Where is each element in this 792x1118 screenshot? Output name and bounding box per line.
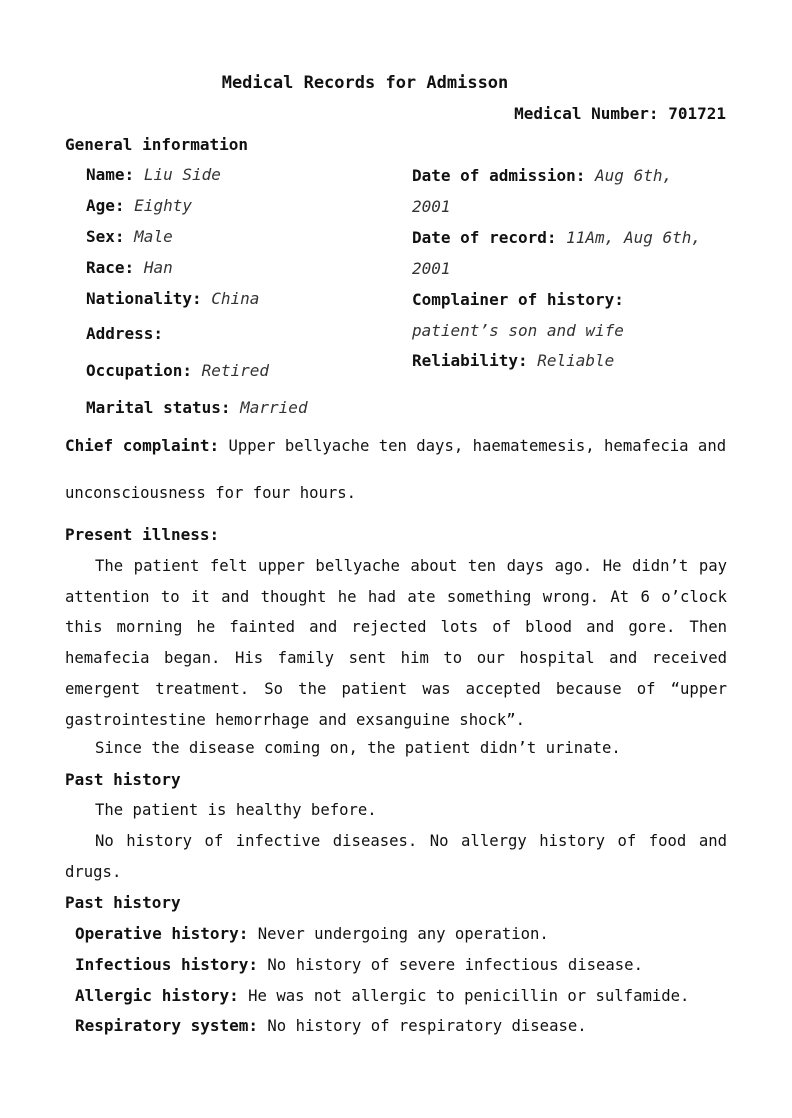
respiratory-system-history — [75, 1016, 587, 1035]
present-illness-urination: Since the disease coming on, the patient didn’t urinate. — [95, 739, 621, 757]
field-label: Age: — [86, 196, 125, 215]
operative-history — [75, 924, 549, 943]
present-illness-paragraph: The patient felt upper bellyache about ten days ago. He didn’t pay attention to it and thought he had ate something wrong. At 6 o’clock this morning he fainted and rejected lots of blood and gore. Then hemafecia began. His family sent him to our hospital and received emergent treatment. So the patient was accepted because of “upper gastrointestine hemorrhage and exsanguine shock”. — [65, 557, 727, 729]
complainer-of-history — [412, 284, 702, 346]
general-info-heading: General information — [65, 135, 249, 154]
field-label: Nationality: — [86, 289, 202, 308]
field-value: China — [211, 289, 260, 308]
history-text: No history of respiratory disease. — [267, 1017, 587, 1035]
field-label: Race: — [86, 258, 135, 277]
history-label: Infectious history: — [75, 955, 259, 974]
allergic-history — [75, 986, 689, 1005]
reliability — [412, 345, 702, 376]
field-value: Retired — [201, 361, 270, 380]
record-date — [412, 222, 702, 284]
past-history-heading: Past history — [65, 770, 181, 789]
medical-number — [514, 104, 726, 123]
record-date-label: Date of record: — [412, 228, 557, 247]
field-value: Male — [134, 227, 173, 246]
field-occupation — [86, 361, 269, 380]
field-label: Sex: — [86, 227, 125, 246]
field-age — [86, 196, 192, 215]
complainer-value: patient’s son and wife — [412, 321, 624, 340]
field-label: Address: — [86, 324, 164, 343]
medical-number-value: 701721 — [668, 104, 726, 123]
reliability-value: Reliable — [537, 351, 615, 370]
history-text: Never undergoing any operation. — [257, 925, 549, 943]
document-title: Medical Records for Admisson — [221, 73, 509, 93]
field-address — [86, 324, 163, 343]
field-marital-status — [86, 398, 308, 417]
medical-number-label: Medical Number: — [514, 104, 659, 123]
chief-complaint-text: Upper bellyache ten days, haematemesis, hemafecia and — [228, 437, 727, 455]
field-label: Marital status: — [86, 398, 231, 417]
admission-date — [412, 160, 702, 222]
present-illness-heading: Present illness: — [65, 525, 220, 544]
history-label: Operative history: — [75, 924, 249, 943]
field-value: Married — [240, 398, 308, 417]
record-date-value: 11Am, Aug 6th, 2001 — [412, 228, 701, 278]
history-text: He was not allergic to penicillin or sulfamide. — [248, 987, 690, 1005]
infectious-history — [75, 955, 643, 974]
complainer-label-text: Complainer of history: — [412, 290, 624, 309]
chief-complaint-label: Chief complaint: — [65, 436, 220, 455]
field-name — [86, 165, 221, 184]
history-label: Allergic history: — [75, 986, 239, 1005]
chief-complaint-continued: unconsciousness for four hours. — [65, 484, 357, 502]
past-history-heading-2: Past history — [65, 893, 181, 912]
history-label: Respiratory system: — [75, 1016, 259, 1035]
field-label: Occupation: — [86, 361, 192, 380]
admission-date-value: Aug 6th, 2001 — [412, 166, 673, 216]
past-history-healthy: The patient is healthy before. — [95, 801, 377, 819]
admission-date-label: Date of admission: — [412, 166, 586, 185]
complainer-label — [412, 284, 702, 315]
past-history-infective: No history of infective diseases. No allergy history of food and drugs. — [65, 832, 727, 881]
field-race — [86, 258, 173, 277]
field-sex — [86, 227, 173, 246]
field-value: Han — [143, 258, 173, 277]
history-text: No history of severe infectious disease. — [267, 956, 643, 974]
chief-complaint — [65, 436, 727, 455]
reliability-label: Reliability: — [412, 351, 528, 370]
field-label: Name: — [86, 165, 135, 184]
field-nationality — [86, 289, 259, 308]
field-value: Liu Side — [143, 165, 221, 184]
field-value: Eighty — [134, 196, 192, 215]
